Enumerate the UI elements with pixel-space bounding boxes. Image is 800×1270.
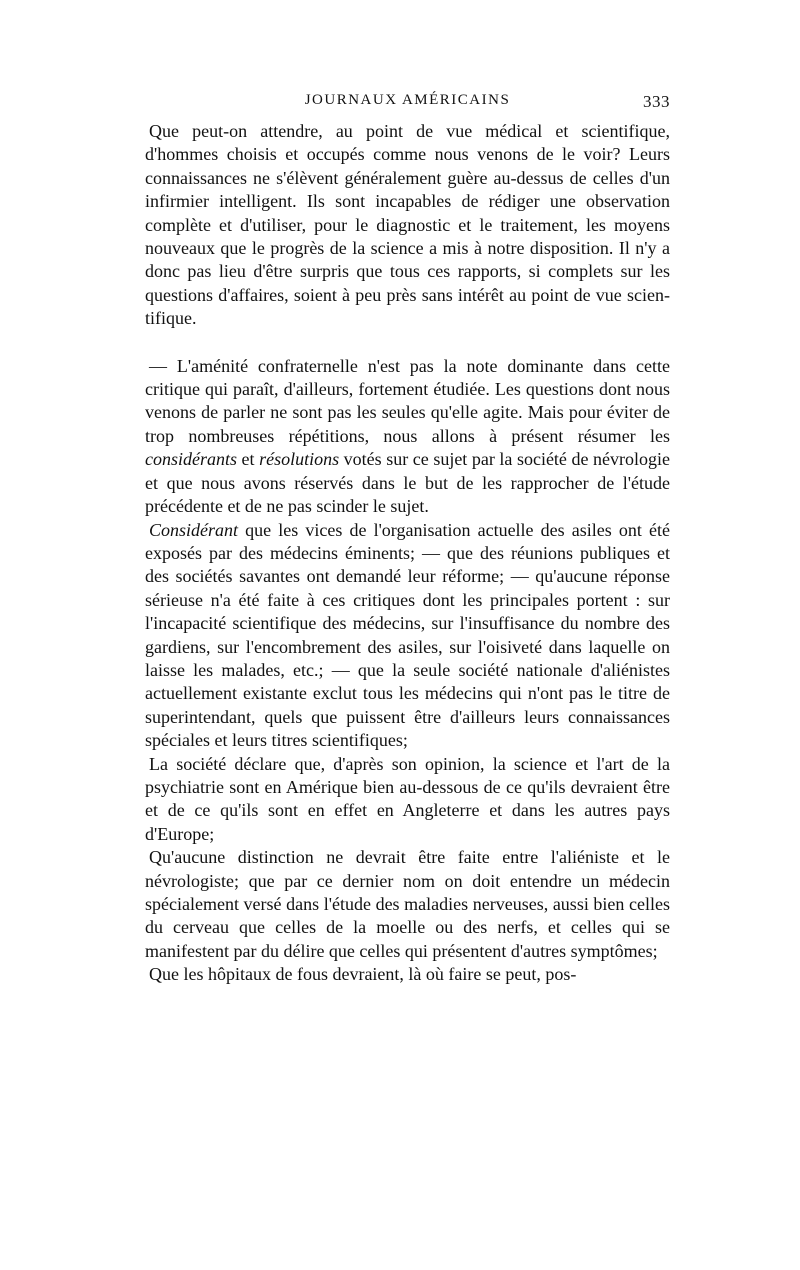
paragraph-6: [145, 963, 670, 986]
text-segment: Que les hôpitaux de fous devraient, là où faire se peut, pos-: [149, 964, 577, 985]
paragraph-3: [145, 519, 670, 753]
book-page: [145, 92, 670, 987]
page-number: 333: [643, 92, 670, 111]
text-segment: et: [237, 449, 260, 470]
italic-term-considerants: considérants: [145, 449, 237, 470]
italic-term-considerant: Considérant: [149, 519, 239, 540]
text-segment: Que peut-on attendre, au point de vue médical et scientifique, d'hommes choisis et occupés comme nous venons de le voir? Leurs connaissances ne s'élèvent généralement guère au-dessus de celles d'un infirmier intelligent. Ils sont incapables de rédiger une observation complète et d'utiliser, pour le diagnostic et le traitement, les moyens nouveaux que le progrès de la science a mis à notre disposition. Il n'y a donc pas lieu d'être surpris que tous ces rapports, si complets sur les questions d'affaires, soient à peu près sans intérêt au point de vue scientifique.: [145, 121, 670, 329]
italic-term-resolutions: résolutions: [259, 449, 340, 470]
text-segment: La société déclare que, d'après son opinion, la science et l'art de la psychiatrie sont en Amérique bien au-dessous de ce qu'ils devraient être et de ce qu'ils sont en effet en Angleterre et dans les autres pays d'Europe;: [145, 753, 670, 844]
paragraph-4: [145, 753, 670, 847]
body-text: [145, 120, 670, 987]
paragraph-2: [145, 355, 670, 519]
text-segment: Qu'aucune distinction ne devrait être faite entre l'aliéniste et le névrologiste; que par ce dernier nom on doit entendre un médecin spécialement versé dans l'étude des maladies nerveuses, aussi bien celles du cerveau que celles de la moelle ou des nerfs, et celles qui se manifestent par du délire que celles qui présentent d'autres symptômes;: [145, 847, 670, 961]
paragraph-1: [145, 120, 670, 331]
text-segment: — L'aménité confraternelle n'est pas la note dominante dans cette critique qui paraît, d'ailleurs, fortement étudiée. Les questions dont nous venons de parler ne sont pas les seules qu'elle agite. Mais pour éviter de trop nombreuses répétitions, nous allons à présent résumer les: [145, 355, 670, 446]
running-title: JOURNAUX AMÉRICAINS: [304, 92, 511, 108]
running-head: [145, 92, 670, 118]
text-segment: que les vices de l'organisation actuelle des asiles ont été exposés par des médecins éminents; — que des réunions publiques et des sociétés savantes ont demandé leur réforme; — qu'aucune réponse sérieuse n'a été faite à ces critiques dont les principales portent : sur l'incapacité scientifique des médecins, sur l'insuffisance du nombre des gardiens, sur l'encombrement des asiles, sur l'oisiveté dans laquelle on laisse les malades, etc.; — que la seule société nationale d'aliénistes actuellement existante exclut tous les médecins qui n'ont pas le titre de superintendant, quels que puissent être d'ailleurs leurs connaissances spéciales et leurs titres scientifiques;: [145, 519, 670, 751]
text-segment: votés sur ce sujet par la société de névrologie et que nous avons réservés dans le but de les rapprocher de l'étude précédente et de ne pas scinder le sujet.: [145, 449, 670, 517]
paragraph-5: [145, 846, 670, 963]
